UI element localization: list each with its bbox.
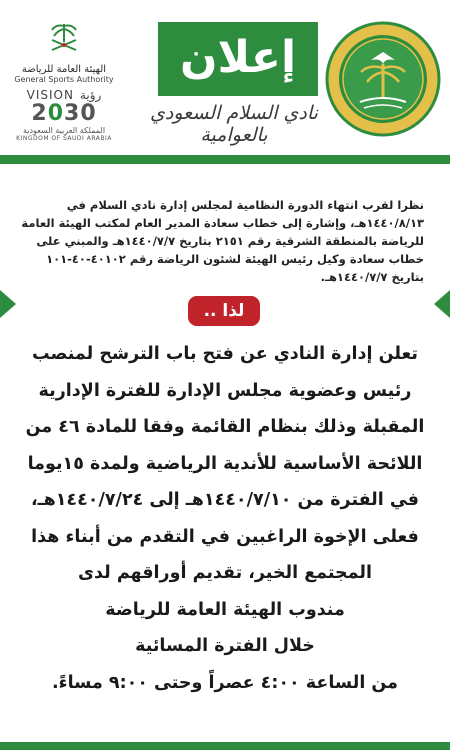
announcement-line: رئيس وعضوية مجلس الإدارة للفترة الإدارية [38,380,412,401]
header-divider [0,155,450,164]
announcement-line: خلال الفترة المسائية [135,636,315,656]
announcement-line: المجتمع الخير، تقديم أوراقهم لدى [78,563,372,583]
authority-name-en: General Sports Authority [14,75,114,84]
announcement-line: من الساعة ٤:٠٠ عصراً وحتى ٩:٠٠ مساءً. [52,672,398,693]
footer-bar [0,742,450,750]
announcement-line: فعلى الإخوة الراغبين في التقدم من أبناء هذا [31,526,419,547]
announcement-line: مندوب الهيئة العامة للرياضة [105,599,345,620]
title-banner [158,22,318,96]
intro-paragraph: نظرا لقرب انتهاء الدورة النظامية لمجلس إدارة نادي السلام في ١٤٤٠/٨/١٣هـ، وإشارة إلى خطاب سعادة المدير العام لمكتب الهيئة العامة للرياضة بالمنطقة الشرقية رقم ٢١٥١ بتاريخ ١٤٤٠/٧/٧هـ والمبني على خطاب سعادة وكيل رئيس الهيئة لشئون الرياضة رقم ٤٠١٠٢-٤٠-١٠١ بتاريخ ١٤٤٠/٧/٧هـ. [21,198,424,284]
announcement-line: اللائحة الأساسية للأندية الرياضية ولمدة ١٥يوما [27,453,423,474]
announcement-body [10,336,440,701]
header [0,0,450,160]
club-crest-icon [324,20,442,138]
banner-title: إعلان [179,32,297,83]
vision-digit: 0 [80,101,97,126]
kingdom-name-ar: المملكة العربية السعودية [22,126,106,135]
vision-row [8,88,120,102]
right-triangle-marker [434,290,450,318]
announcement-line: تعلن إدارة النادي عن فتح باب الترشح لمنصب [32,344,418,364]
vision-en: VISION [26,88,74,102]
authority-logo-block [8,18,120,142]
kingdom-name-en: KINGDOM OF SAUDI ARABIA [16,135,112,142]
vision-digit: 3 [64,101,81,126]
vision-digit: 0 [47,101,64,126]
left-triangle-marker [0,290,16,318]
club-name: نادي السلام السعودي بالعوامية [150,102,318,146]
vision-2030-mark [8,102,120,126]
announcement-line: المقبلة وذلك بنظام القائمة وفقا للمادة ٤٦ من [25,417,425,437]
palm-swords-icon [44,18,84,58]
announcement-line: في الفترة من ١٤٤٠/٧/١٠هـ إلى ١٤٤٠/٧/٢٤هـ، [30,490,420,510]
therefore-badge: لذا .. [188,296,260,326]
authority-name-ar: الهيئة العامة للرياضة [21,64,107,75]
vision-ar: رؤية [79,88,102,102]
vision-digit: 2 [31,101,48,126]
